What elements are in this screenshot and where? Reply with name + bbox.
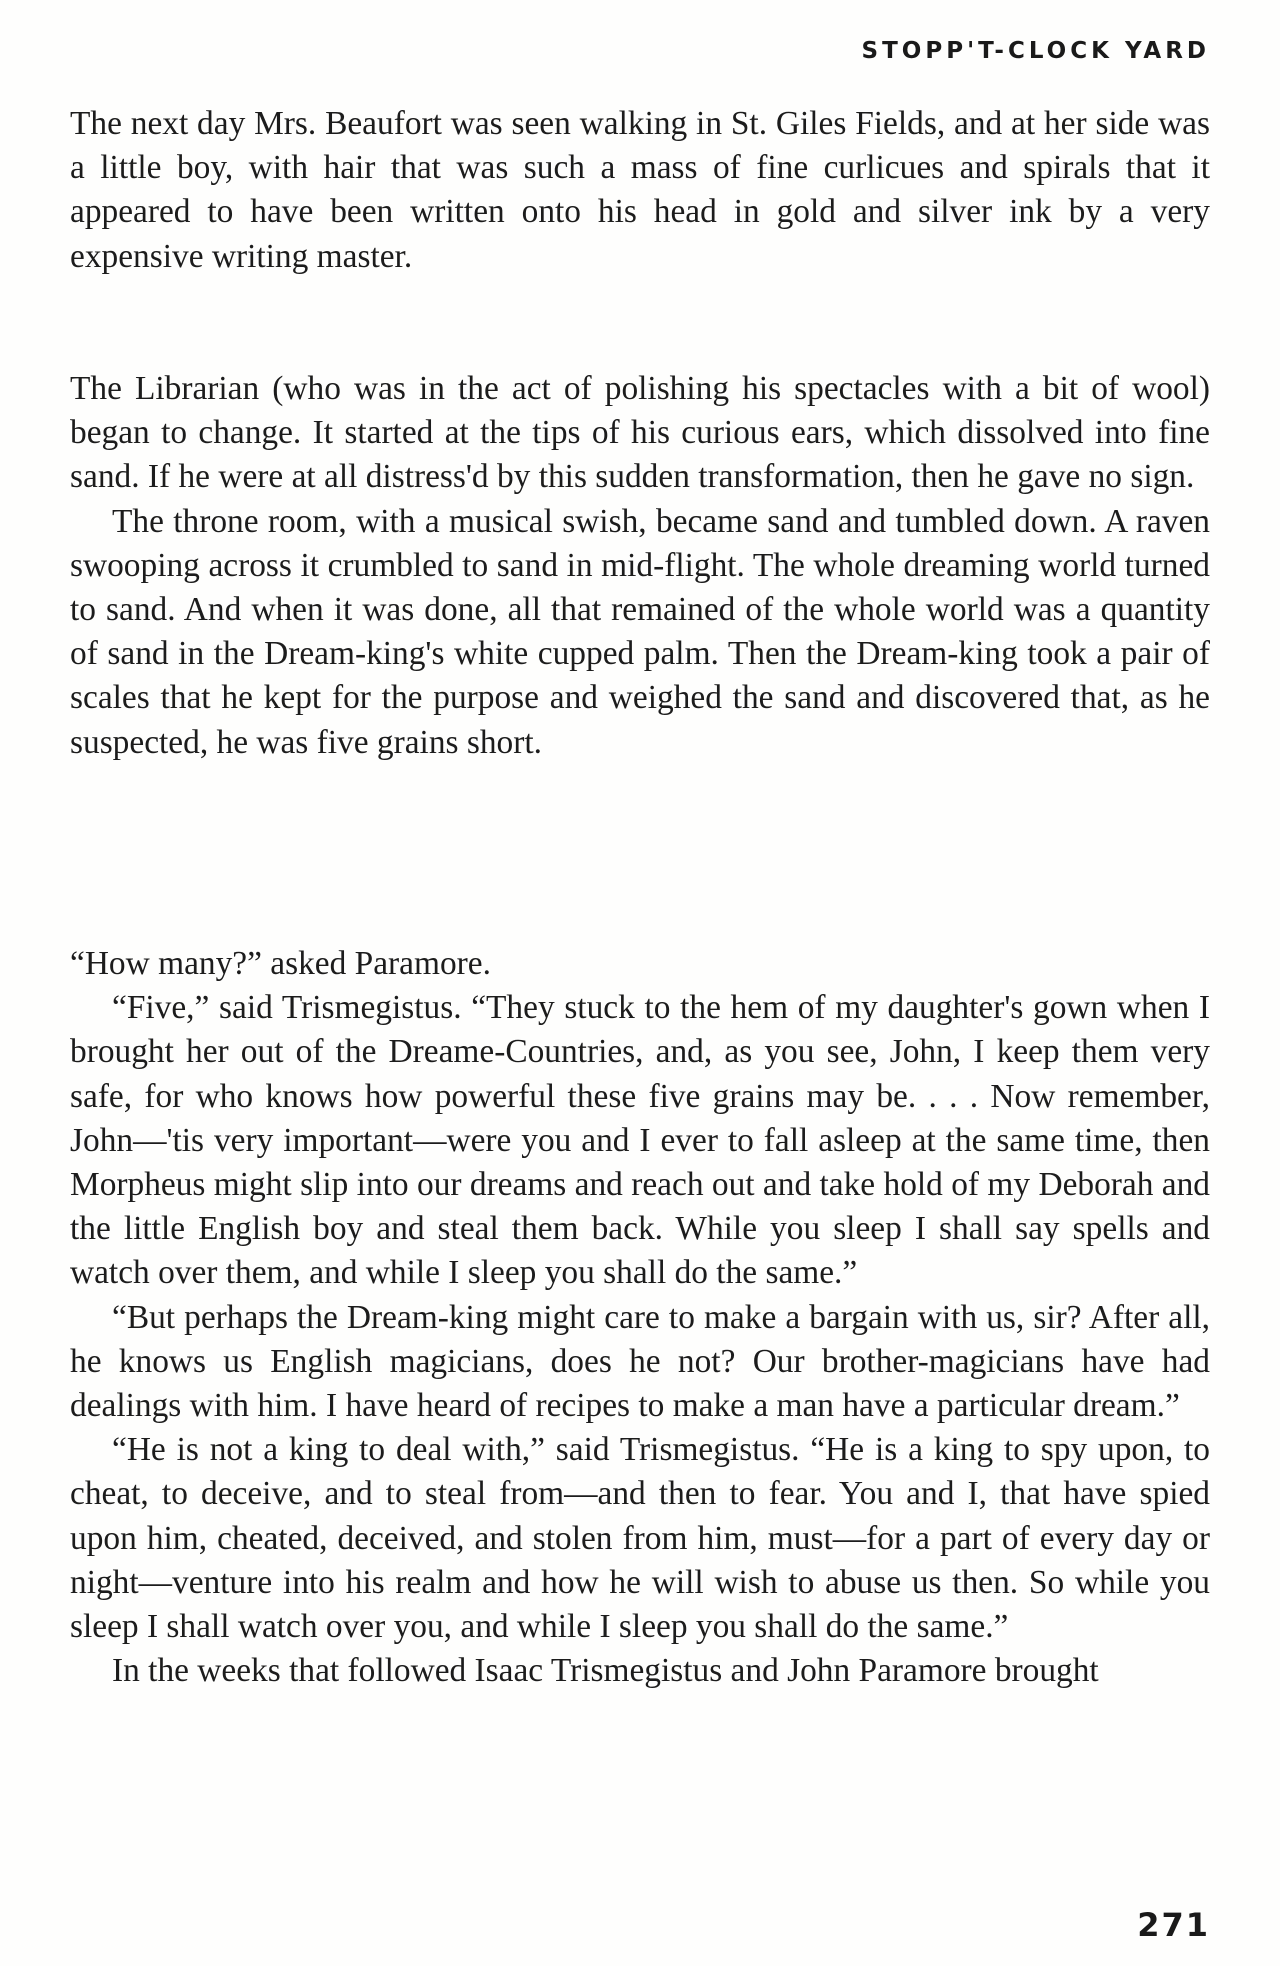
section-2: [70, 367, 1210, 765]
paragraph: The Librarian (who was in the act of polishing his spectacles with a bit of wool) began to change. It started at the tips of his curious ears, which dissolved into fine sand. If he were at all distress'd by this sudden transformation, then he gave no sign.: [70, 370, 1210, 496]
running-head: STOPP'T-CLOCK YARD: [861, 38, 1210, 64]
paragraph: “But perhaps the Dream-king might care to make a bargain with us, sir? After all, he knows us English magicians, does he not? Our brother-magicians have had dealings with him. I have heard of recipes to make a man have a particular dream.”: [70, 1298, 1210, 1425]
paragraph: “How many?” asked Paramore.: [70, 945, 491, 982]
paragraph: In the weeks that followed Isaac Trismegistus and John Paramore brought: [112, 1652, 1099, 1690]
paragraph: “He is not a king to deal with,” said Trismegistus. “He is a king to spy upon, to cheat, to deceive, and to steal from—and then to fear. You and I, that have spied upon him, cheated, deceived, and stolen from him, must—for a part of every day or night—venture into his realm and how he will wish to abuse us then. So while you sleep I shall watch over you, and while I sleep you shall do the same.”: [70, 1431, 1210, 1646]
paragraph: The next day Mrs. Beaufort was seen walking in St. Giles Fields, and at her side was a little boy, with hair that was such a mass of fine curlicues and spirals that it appeared to have been written onto his head in gold and silver ink by a very expensive writing master.: [70, 105, 1210, 275]
section-1: [70, 102, 1210, 279]
page-number: 271: [1137, 1906, 1210, 1944]
section-3: [70, 942, 1210, 1693]
paragraph: “Five,” said Trismegistus. “They stuck to the hem of my daughter's gown when I brought her out of the Dreame-Countries, and, as you see, John, I keep them very safe, for who knows how powerful these five grains may be. . . . Now remember, John—'tis very important—were you and I ever to fall asleep at the same time, then Morpheus might slip into our dreams and reach out and take hold of my Deborah and the little English boy and steal them back. While you sleep I shall say spells and watch over them, and while I sleep you shall do the same.”: [70, 989, 1210, 1292]
paragraph: The throne room, with a musical swish, became sand and tumbled down. A raven swooping across it crumbled to sand in mid-flight. The whole dreaming world turned to sand. And when it was done, all that remained of the whole world was a quantity of sand in the Dream-king's white cupped palm. Then the Dream-king took a pair of scales that he kept for the purpose and weighed the sand and discovered that, as he suspected, he was five grains short.: [70, 502, 1210, 761]
